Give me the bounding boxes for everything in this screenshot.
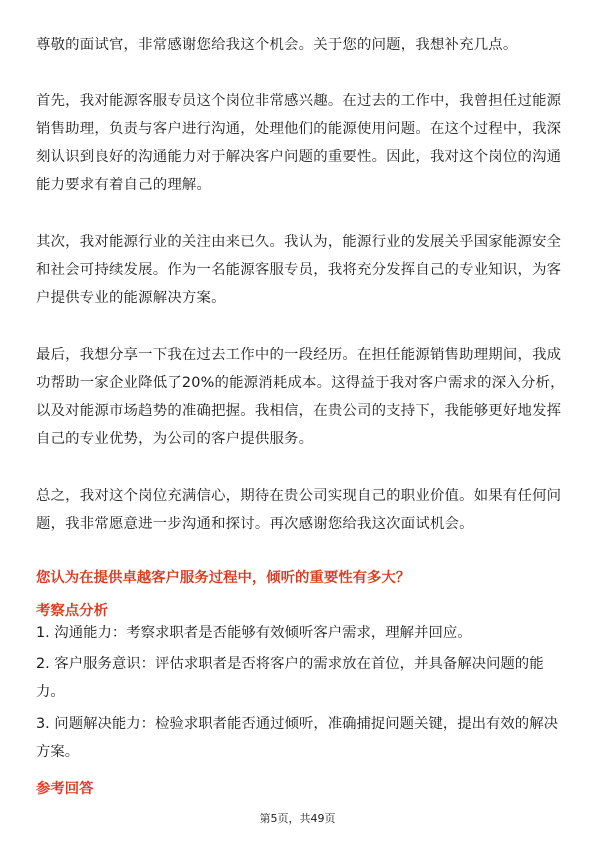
text-line: 和社会可持续发展。作为一名能源客服专员，我将充分发挥自己的专业知识，为客	[36, 262, 562, 278]
analysis-item	[36, 710, 561, 766]
text-line: 以及对能源市场趋势的准确把握。我相信，在贵公司的支持下，我能够更好地发挥	[36, 403, 562, 419]
paragraph-conclusion	[36, 482, 561, 538]
text-line: 其次，我对能源行业的关注由来已久。我认为，能源行业的发展关乎国家能源安全	[36, 234, 562, 250]
text-line: 3. 问题解决能力：检验求职者能否通过倾听，准确捕捉问题关键，提出有效的解决	[36, 716, 558, 732]
text-line: 2. 客户服务意识：评估求职者是否将客户的需求放在首位，并具备解决问题的能	[36, 656, 544, 672]
text-line: 方案。	[36, 744, 80, 760]
paragraph-intro	[36, 31, 561, 59]
text-line: 销售助理，负责与客户进行沟通，处理他们的能源使用问题。在这个过程中，我深	[36, 121, 562, 137]
text-line: 自己的专业优势，为公司的客户提供服务。	[36, 431, 314, 447]
text-line: 尊敬的面试官，非常感谢您给我这个机会。关于您的问题，我想补充几点。	[36, 37, 518, 53]
analysis-item	[36, 619, 561, 647]
paragraph-third	[36, 341, 565, 453]
text-line: 户提供专业的能源解决方案。	[36, 290, 226, 306]
page-number: 第5页，共49页	[259, 812, 336, 825]
analysis-heading: 考察点分析	[36, 603, 108, 619]
text-line: 首先，我对能源客服专员这个岗位非常感兴趣。在过去的工作中，我曾担任过能源	[36, 93, 562, 109]
paragraph-second	[36, 228, 561, 312]
text-line: 1. 沟通能力：考察求职者是否能够有效倾听客户需求，理解并回应。	[36, 625, 472, 641]
text-line: 力。	[36, 684, 65, 700]
text-line: 总之，我对这个岗位充满信心，期待在贵公司实现自己的职业价值。如果有任何问	[36, 488, 562, 504]
text-line: 能力要求有着自己的理解。	[36, 177, 212, 193]
text-line: 功帮助一家企业降低了20%的能源消耗成本。这得益于我对客户需求的深入分析，	[36, 375, 565, 391]
paragraph-first	[36, 87, 561, 199]
text-line: 最后，我想分享一下我在过去工作中的一段经历。在担任能源销售助理期间，我成	[36, 347, 562, 363]
text-line: 刻认识到良好的沟通能力对于解决客户问题的重要性。因此，我对这个岗位的沟通	[36, 149, 562, 165]
interview-question: 您认为在提供卓越客户服务过程中，倾听的重要性有多大？	[36, 570, 411, 586]
text-line: 题，我非常愿意进一步沟通和探讨。再次感谢您给我这次面试机会。	[36, 516, 474, 532]
reference-answer-heading: 参考回答	[36, 781, 94, 797]
analysis-item	[36, 650, 561, 706]
